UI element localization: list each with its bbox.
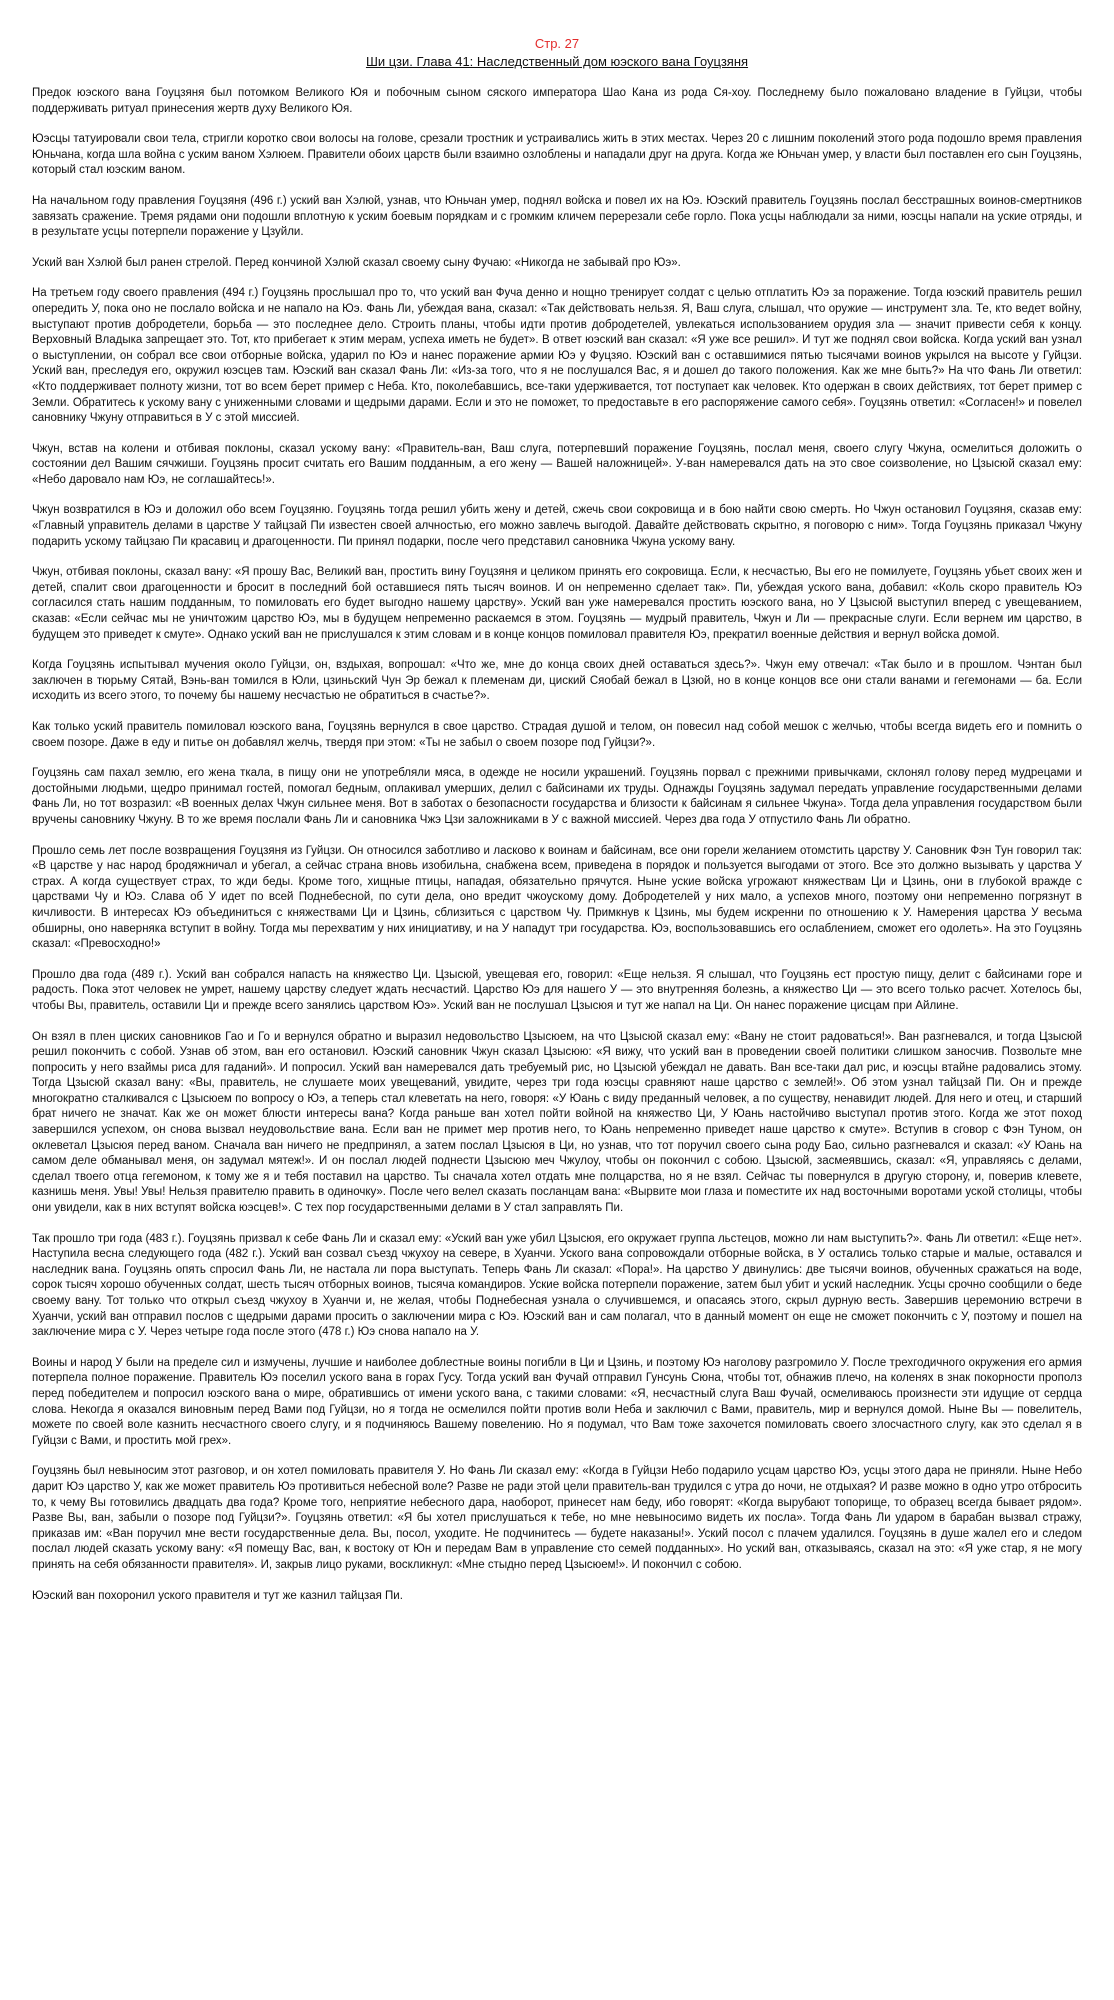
paragraph: Прошло два года (489 г.). Уский ван собрался напасть на княжество Ци. Цзысюй, увещевая его, говорил: «Еще нельзя. Я слышал, что Гоуцзянь ест простую пищу, делит с байсинами горе и радость. Пока этот человек не умрет, нашему царству следует ждать несчастий. Царство Юэ для нашего У — это внутренняя болезнь, а княжество Ци — это всего только расчет. Хотелось бы, чтобы Вы, правитель, оставили Ци и прежде всего занялись царством Юэ». Уский ван не послушал Цзысюя и тут же напал на Ци. Он нанес поражение цисцам при Айлине.	[32, 968, 1082, 1012]
document-page	[32, 36, 1082, 1619]
paragraph: На третьем году своего правления (494 г.) Гоуцзянь прослышал про то, что уский ван Фуча денно и нощно тренирует солдат с целью отплатить Юэ за поражение. Тогда юэский правитель решил опередить У, пока оно не послало войска и не напало на Юэ. Фань Ли, убеждая вана, сказал: «Так действовать нельзя. Я, Ваш слуга, слышал, что оружие — инструмент зла. Те, кто ведет войну, выступают против добродетели, борьба — это последнее дело. Строить планы, чтобы идти против добродетелей, увлекаться использованием орудия зла — значит привести себя к концу. Верховный Владыка запрещает это. Тот, кто прибегает к этим мерам, успеха иметь не будет». В ответ юэский ван сказал: «Я уже все решил». И тут же поднял свои войска. Когда уский ван узнал о выступлении, он собрал все свои отборные войска, ударил по Юэ и нанес поражение армии Юэ у Фуцзяо. Юэский ван с оставшимися пятью тысячами воинов укрылся на высоте у Гуйцзи. Уский ван, преследуя его, окружил юэсцев там. Юэский ван сказал Фань Ли: «Из-за того, что я не послушался Вас, я и дошел до такого положения. Как же мне быть?» На что Фань Ли ответил: «Кто поддерживает полноту жизни, тот во всем берет пример с Неба. Кто, поколебавшись, все-таки удерживается, тот поступает как человек. Кто одержан в своих действиях, тот берет пример с Земли. Обратитесь к ускому вану с униженными словами и щедрыми дарами. Если и это не поможет, то предоставьте в его распоряжение самого себя». Гоуцзянь ответил: «Согласен!» и повелел сановнику Чжуну отправиться в У с этой миссией.	[32, 287, 1082, 425]
paragraph: Когда Гоуцзянь испытывал мучения около Гуйцзи, он, вздыхая, вопрошал: «Что же, мне до конца своих дней оставаться здесь?». Чжун ему отвечал: «Так было и в прошлом. Чэнтан был заключен в тюрьму Сятай, Вэнь-ван томился в Юли, цзиньский Чун Эр бежал к племенам ди, циский Сяобай бежал в Цзюй, но в конце концов все они стали ванами и гегемонами — ба. Если исходить из всего этого, то почему бы нашему несчастью не обратиться в счастье?».	[32, 659, 1082, 703]
paragraph: Чжун, отбивая поклоны, сказал вану: «Я прошу Вас, Великий ван, простить вину Гоуцзяня и целиком принять его сокровища. Если, к несчастью, Вы его не помилуете, Гоуцзянь убьет своих жен и детей, спалит свои драгоценности и бросит в последний бой оставшиеся пять тысяч воинов. И он непременно сделает так». Пи, убеждая уского вана, добавил: «Коль скоро правитель Юэ согласился стать нашим подданным, то помиловать его будет выгодно нашему царству». Уский ван уже намеревался простить юэского вана, но У Цзысюй выступил вперед с увещеванием, сказав: «Если сейчас мы не уничтожим царство Юэ, мы в будущем непременно раскаемся в этом. Гоуцзянь — мудрый правитель, Чжун и Ли — прекрасные слуги. Если вернем им царство, в будущем это приведет к смуте». Однако уский ван не прислушался к этим словам и в конце концов помиловал правителя Юэ, прекратил военные действия и вернул войска домой.	[32, 566, 1082, 641]
paragraph: Гоуцзянь был невыносим этот разговор, и он хотел помиловать правителя У. Но Фань Ли сказал ему: «Когда в Гуйцзи Небо подарило усцам царство Юэ, усцы этого дара не приняли. Ныне Небо дарит Юэ царство У, как же может правитель Юэ противиться небесной воле? Разве не ради этой цели правитель-ван трудился с утра до ночи, не отдыхая? И разве можно в одно утро отбросить то, к чему Вы готовились двадцать два года? Кроме того, неприятие небесного дара, наоборот, принесет нам беду, ибо говорят: «Когда вырубают топорище, то образец всегда бывает рядом». Разве Вы, ван, забыли о позоре под Гуйцзи?». Гоуцзянь ответил: «Я бы хотел прислушаться к тебе, но мне невыносимо видеть их посла». Тогда Фань Ли ударом в барабан вызвал стражу, приказав им: «Ван поручил мне вести государственные дела. Вы, посол, уходите. Не подчинитесь — будете наказаны!». Уский посол с плачем удалился. Гоуцзянь в душе жалел его и следом послал людей сказать ускому вану: «Я помещу Вас, ван, к востоку от Юн и передам Вам в управление сто семей подданных». Но уский ван, отказываясь, сказал на это: «Я уже стар, я не могу принять на себя обязанности правителя». И, закрыв лицо руками, воскликнул: «Мне стыдно перед Цзысюем!». И покончил с собою.	[32, 1465, 1082, 1571]
paragraph: Гоуцзянь сам пахал землю, его жена ткала, в пищу они не употребляли мяса, в одежде не носили украшений. Гоуцзянь порвал с прежними привычками, склонял голову перед мудрецами и достойными людьми, щедро принимал гостей, помогал бедным, оплакивал умерших, делил с байсинами их труды. Однажды Гоуцзянь задумал передать управление государственными делами Фань Ли, но тот возразил: «В военных делах Чжун сильнее меня. Вот в заботах о безопасности государства и близости к байсинам я сильнее Чжуна». Тогда дела управления государством были вручены сановнику Чжуну. В то же время послали Фань Ли и сановника Чжэ Цзи заложниками в У с важной миссией. Через два года У отпустило Фань Ли обратно.	[32, 767, 1082, 826]
paragraph: Юэсцы татуировали свои тела, стригли коротко свои волосы на голове, срезали тростник и устраивались жить в этих местах. Через 20 с лишним поколений этого рода подошло время правления Юньчана, когда шла война с уским ваном Хэлюем. Правители обоих царств были взаимно озлоблены и нападали друг на друга. Когда же Юньчан умер, у власти был поставлен его сын Гоуцзянь, который стал юэским ваном.	[32, 133, 1082, 177]
paragraph: Так прошло три года (483 г.). Гоуцзянь призвал к себе Фань Ли и сказал ему: «Уский ван уже убил Цзысюя, его окружает группа льстецов, можно ли нам выступить?». Фань Ли ответил: «Еще нет». Наступила весна следующего года (482 г.). Уский ван созвал съезд чжухоу на севере, в Хуанчи. Уского вана сопровождали отборные войска, в У остались только старые и малые, оставался и наследник вана. Гоуцзянь опять спросил Фань Ли, не настала ли пора выступать. Теперь Фань Ли сказал: «Пора!». На царство У двинулись: две тысячи воинов, обученных сражаться на воде, сорок тысяч хорошо обученных солдат, шесть тысяч отборных воинов, тысяча командиров. Уские войска потерпели поражение, затем был убит и уский наследник. Усцы срочно сообщили о беде своему вану. Тот только что открыл съезд чжухоу в Хуанчи и, не желая, чтобы Поднебесная узнала о случившемся, и опасаясь этого, скрыл дурную весть. Завершив церемонию встречи в Хуанчи, уский ван отправил послов с щедрыми дарами просить о заключении мира с Юэ. Юэский ван и сам полагал, что в данный момент он еще не сможет покончить с У, поэтому и пошел на заключение мира с У. Через четыре года после этого (478 г.) Юэ снова напало на У.	[32, 1232, 1082, 1339]
paragraph: Предок юэского вана Гоуцзяня был потомком Великого Юя и побочным сыном сяского императора Шао Кана из рода Ся-хоу. Последнему было пожаловано владение в Гуйцзи, чтобы поддерживать ритуал принесения жертв духу Великого Юя.	[32, 87, 1082, 115]
paragraph: Уский ван Хэлюй был ранен стрелой. Перед кончиной Хэлюй сказал своему сыну Фучаю: «Никогда не забывай про Юэ».	[32, 256, 681, 269]
paragraph: Как только уский правитель помиловал юэского вана, Гоуцзянь вернулся в свое царство. Страдая душой и телом, он повесил над собой мешок с желчью, чтобы всегда видеть его и помнить о своем позоре. Даже в еду и питье он добавлял желчь, твердя при этом: «Ты не забыл о своем позоре под Гуйцзи?».	[32, 721, 1082, 749]
chapter-body	[32, 86, 1082, 1604]
paragraph: Он взял в плен циских сановников Гао и Го и вернулся обратно и выразил недовольство Цзысюем, на что Цзысюй сказал ему: «Вану не стоит радоваться!». Ван разгневался, и тогда Цзысюй решил покончить с собой. Узнав об этом, ван его остановил. Юэский сановник Чжун сказал Цзысюю: «Я вижу, что уский ван в проведении своей политики слишком заносчив. Позвольте мне попросить у него взаймы риса для гаданий». И попросил. Уский ван намеревался дать требуемый рис, но Цзысюй убеждал не давать. Ван все-таки дал рис, и юэсцы втайне радовались этому. Тогда Цзысюй сказал вану: «Вы, правитель, не слушаете моих увещеваний, увидите, через три года юэсцы сравняют наше царство с землей!». Об этом узнал тайцзай Пи. Он и прежде многократно сталкивался с Цзысюем по вопросу о Юэ, а теперь стал клеветать на него, говоря: «У Юань с виду преданный человек, а по существу, ненавидит людей. Для него и отец, и старший брат ничего не значат. Как же он может блюсти интересы вана? Когда раньше ван хотел пойти войной на княжество Ци, У Юань настойчиво выступал против этого. Когда же этот поход завершился успехом, он снова вызвал неудовольствие вана. Если ван не примет мер против него, то Юань непременно приведет наше царство к смуте». Вступив в сговор с Фэн Туном, он оклеветал Цзысюя перед ваном. Сначала ван ничего не предпринял, а затем послал Цзысюя в Ци, но узнав, что тот поручил своего сына роду Бао, сильно разгневался и сказал: «У Юань на самом деле обманывал меня, он задумал мятеж!». И он послал людей поднести Цзысюю меч Чжулоу, чтобы он покончил с собою. Цзысюй, засмеявшись, сказал: «Я, управляясь с делами, сделал твоего отца гегемоном, к тому же я и тебя поставил на царство. Ты сначала хотел отдать мне полцарства, но я не взял. Сейчас ты повернулся в другую сторону, и, поверив клевете, казнишь меня. Увы! Увы! Нельзя правителю править в одиночку». После чего велел сказать посланцам вана: «Вырвите мои глаза и поместите их над восточными воротами уской столицы, чтобы они увидели, как в них вступят войска юэсцев!». С тех пор государственными делами в У стал заправлять Пи.	[32, 1030, 1082, 1215]
page-number: Стр. 27	[534, 36, 580, 51]
chapter-title	[32, 54, 1082, 70]
paragraph: На начальном году правления Гоуцзяня (496 г.) уский ван Хэлюй, узнав, что Юньчан умер, поднял войска и повел их на Юэ. Юэский правитель Гоуцзянь послал бесстрашных воинов-смертников завязать сражение. Тремя рядами они подошли вплотную к уским боевым порядкам и с громким кличем перерезали себе горло. Пока усцы наблюдали за ними, юэсцы напали на уские отряды, и в результате усцы потерпели поражение у Цзуйли.	[32, 194, 1082, 239]
paragraph: Юэский ван похоронил уского правителя и тут же казнил тайцзая Пи.	[32, 1589, 403, 1602]
chapter-title-text: Ши цзи. Глава 41: Наследственный дом юэского вана Гоуцзяня	[365, 54, 749, 69]
paragraph: Воины и народ У были на пределе сил и измучены, лучшие и наиболее доблестные воины погибли в Ци и Цзинь, и поэтому Юэ наголову разгромило У. После трехгодичного окружения его армия потерпела полное поражение. Правитель Юэ поселил уского вана в горах Гусу. Тогда уский ван Фучай отправил Гунсунь Сюна, чтобы тот, обнажив плечо, на коленях в знак покорности прополз перед победителем и попросил юэского вана о мире, обратившись от имени уского вана, с такими словами: «Я, несчастный слуга Ваш Фучай, осмеливаюсь произнести эти идущие от сердца слова. Некогда я оказался виновным перед Вами под Гуйцзи, но я тогда не осмелился пойти против воли Неба и заключил с Вами, правитель, мир и вернулся домой. Ныне Вы — повелитель, можете по своей воле казнить несчастного своего слугу, и я подчиняюсь Вашему повелению. Но я подумал, что Вам тоже захочется помиловать своего злосчастного слугу, как это сделал я в Гуйцзи с Вами, и простить мой грех».	[32, 1356, 1082, 1447]
paragraph: Чжун возвратился в Юэ и доложил обо всем Гоуцзяню. Гоуцзянь тогда решил убить жену и детей, сжечь свои сокровища и в бою найти свою смерть. Но Чжун остановил Гоуцзяня, сказав ему: «Главный управитель делами в царстве У тайцзай Пи известен своей алчностью, его можно завлечь выгодой. Давайте действовать скрытно, я поговорю с ним». Тогда Гоуцзянь приказал Чжуну подарить ускому тайцзаю Пи красавиц и драгоценности. Пи принял подарки, после чего представил сановника Чжуна ускому вану.	[32, 504, 1082, 548]
paragraph: Чжун, встав на колени и отбивая поклоны, сказал ускому вану: «Правитель-ван, Ваш слуга, потерпевший поражение Гоуцзянь, послал меня, своего слугу Чжуна, осмелиться доложить о состоянии дел Вашим сячжиши. Гоуцзянь просит считать его Вашим подданным, а его жену — Вашей наложницей». У-ван намеревался дать на это свое соизволение, но Цзысюй сказал ему: «Небо даровало нам Юэ, не соглашайтесь!».	[32, 442, 1082, 486]
paragraph: Прошло семь лет после возвращения Гоуцзяня из Гуйцзи. Он относился заботливо и ласково к воинам и байсинам, все они горели желанием отомстить царству У. Сановник Фэн Тун говорил так: «В царстве у нас народ бродяжничал и убегал, а сейчас страна вновь изобильна, снабжена всем, приведена в порядок и пользуется выгодами от этого. Все это должно вызывать у царства У страх. А когда существует страх, то жди беды. Кроме того, хищные птицы, нападая, обязательно прячутся. Ныне уские войска угрожают княжествам Ци и Цзинь, они в глубокой вражде с царствами Чу и Юэ. Слава об У идет по всей Поднебесной, по сути дела, оно вредит чжоускому дому. Добродетелей у них мало, а успехов много, поэтому они непременно погрязнут в кичливости. В интересах Юэ объединиться с княжествами Ци и Цзинь, сблизиться с царством Чу. Примкнув к Цзинь, мы будем искренни по отношению к У. Намерения царства У весьма обширны, оно наверняка вступит в войну. Тогда мы перехватим у них инициативу, и на У нападут три государства. Юэ, воспользовавшись его ослаблением, сможет его одолеть». На это Гоуцзянь сказал: «Превосходно!»	[32, 844, 1082, 951]
